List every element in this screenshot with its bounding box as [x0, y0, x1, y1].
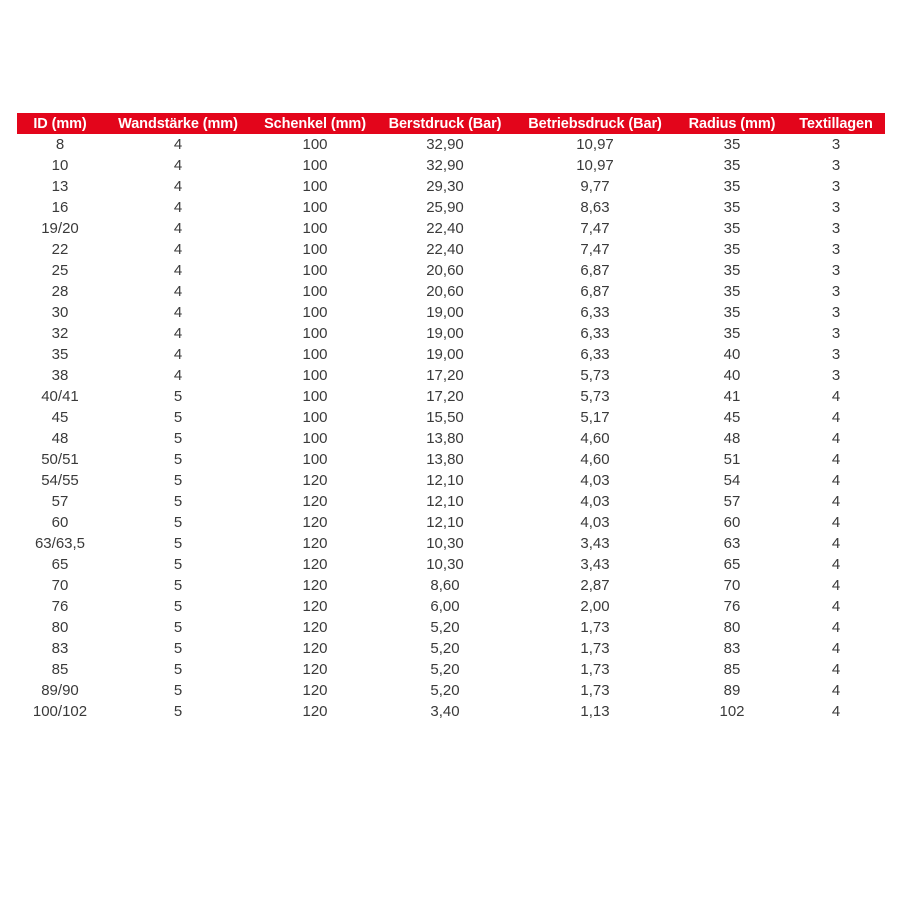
table-row [17, 449, 885, 470]
cell-textillagen: 4 [831, 577, 841, 594]
cell-textillagen: 4 [831, 514, 841, 531]
table-row [17, 386, 885, 407]
cell-textillagen: 3 [831, 157, 841, 174]
cell-id: 10 [51, 157, 69, 174]
cell-berstdruck: 10,30 [426, 556, 464, 573]
cell-radius: 35 [723, 199, 741, 216]
cell-betriebsdruck: 10,97 [576, 157, 614, 174]
cell-berstdruck: 12,10 [426, 472, 464, 489]
spec-table-container [17, 113, 885, 722]
cell-wandstaerke: 5 [173, 388, 183, 405]
cell-textillagen: 4 [831, 388, 841, 405]
cell-berstdruck: 19,00 [426, 304, 464, 321]
cell-radius: 35 [723, 178, 741, 195]
cell-textillagen: 4 [831, 535, 841, 552]
cell-radius: 89 [723, 682, 741, 699]
cell-id: 8 [55, 136, 65, 153]
header-textillagen: Textillagen [799, 115, 873, 132]
table-row [17, 302, 885, 323]
cell-betriebsdruck: 1,13 [580, 703, 610, 720]
cell-berstdruck: 12,10 [426, 493, 464, 510]
cell-berstdruck: 3,40 [430, 703, 460, 720]
cell-radius: 48 [723, 430, 741, 447]
table-row [17, 617, 885, 638]
cell-textillagen: 3 [831, 283, 841, 300]
cell-textillagen: 3 [831, 220, 841, 237]
cell-textillagen: 4 [831, 493, 841, 510]
cell-radius: 60 [723, 514, 741, 531]
cell-schenkel: 100 [302, 241, 328, 258]
cell-berstdruck: 20,60 [426, 262, 464, 279]
cell-id: 35 [51, 346, 69, 363]
cell-schenkel: 100 [302, 430, 328, 447]
cell-schenkel: 120 [302, 493, 328, 510]
cell-wandstaerke: 5 [173, 493, 183, 510]
cell-wandstaerke: 4 [173, 157, 183, 174]
cell-textillagen: 3 [831, 199, 841, 216]
cell-id: 38 [51, 367, 69, 384]
table-row [17, 134, 885, 155]
cell-textillagen: 4 [831, 556, 841, 573]
cell-betriebsdruck: 8,63 [580, 199, 610, 216]
cell-schenkel: 120 [302, 682, 328, 699]
cell-schenkel: 100 [302, 157, 328, 174]
cell-betriebsdruck: 4,03 [580, 514, 610, 531]
cell-betriebsdruck: 3,43 [580, 556, 610, 573]
cell-textillagen: 3 [831, 136, 841, 153]
table-row [17, 197, 885, 218]
cell-berstdruck: 19,00 [426, 325, 464, 342]
cell-wandstaerke: 4 [173, 178, 183, 195]
cell-schenkel: 100 [302, 367, 328, 384]
cell-id: 60 [51, 514, 69, 531]
cell-wandstaerke: 4 [173, 367, 183, 384]
cell-betriebsdruck: 7,47 [580, 241, 610, 258]
cell-schenkel: 100 [302, 283, 328, 300]
cell-berstdruck: 25,90 [426, 199, 464, 216]
cell-berstdruck: 22,40 [426, 241, 464, 258]
cell-radius: 80 [723, 619, 741, 636]
table-row [17, 155, 885, 176]
cell-berstdruck: 5,20 [430, 661, 460, 678]
cell-wandstaerke: 5 [173, 556, 183, 573]
table-row [17, 239, 885, 260]
cell-textillagen: 4 [831, 472, 841, 489]
cell-textillagen: 3 [831, 325, 841, 342]
cell-radius: 35 [723, 325, 741, 342]
cell-wandstaerke: 4 [173, 283, 183, 300]
cell-radius: 70 [723, 577, 741, 594]
table-row [17, 407, 885, 428]
cell-betriebsdruck: 4,03 [580, 493, 610, 510]
cell-radius: 35 [723, 283, 741, 300]
cell-textillagen: 3 [831, 178, 841, 195]
table-row [17, 554, 885, 575]
cell-wandstaerke: 4 [173, 325, 183, 342]
cell-betriebsdruck: 4,60 [580, 430, 610, 447]
cell-betriebsdruck: 9,77 [580, 178, 610, 195]
cell-betriebsdruck: 1,73 [580, 640, 610, 657]
cell-wandstaerke: 4 [173, 199, 183, 216]
cell-id: 83 [51, 640, 69, 657]
cell-schenkel: 100 [302, 304, 328, 321]
header-berstdruck: Berstdruck (Bar) [388, 115, 502, 132]
cell-betriebsdruck: 5,17 [580, 409, 610, 426]
cell-betriebsdruck: 3,43 [580, 535, 610, 552]
cell-wandstaerke: 5 [173, 661, 183, 678]
cell-id: 32 [51, 325, 69, 342]
table-row [17, 281, 885, 302]
cell-textillagen: 4 [831, 682, 841, 699]
cell-schenkel: 100 [302, 178, 328, 195]
cell-textillagen: 4 [831, 619, 841, 636]
cell-radius: 65 [723, 556, 741, 573]
table-header [17, 113, 885, 134]
cell-schenkel: 100 [302, 388, 328, 405]
cell-id: 76 [51, 598, 69, 615]
cell-radius: 35 [723, 304, 741, 321]
cell-radius: 35 [723, 157, 741, 174]
table-row [17, 638, 885, 659]
cell-schenkel: 120 [302, 514, 328, 531]
cell-schenkel: 120 [302, 535, 328, 552]
cell-textillagen: 3 [831, 346, 841, 363]
cell-wandstaerke: 5 [173, 640, 183, 657]
cell-schenkel: 100 [302, 346, 328, 363]
header-wandstaerke: Wandstärke (mm) [118, 115, 238, 132]
cell-betriebsdruck: 4,60 [580, 451, 610, 468]
cell-schenkel: 100 [302, 325, 328, 342]
cell-schenkel: 120 [302, 472, 328, 489]
cell-wandstaerke: 4 [173, 346, 183, 363]
cell-radius: 63 [723, 535, 741, 552]
cell-radius: 35 [723, 241, 741, 258]
cell-betriebsdruck: 5,73 [580, 388, 610, 405]
cell-id: 80 [51, 619, 69, 636]
cell-textillagen: 3 [831, 367, 841, 384]
cell-schenkel: 120 [302, 619, 328, 636]
cell-textillagen: 3 [831, 241, 841, 258]
table-row [17, 596, 885, 617]
table-row [17, 260, 885, 281]
cell-textillagen: 3 [831, 262, 841, 279]
cell-id: 85 [51, 661, 69, 678]
cell-id: 13 [51, 178, 69, 195]
table-row [17, 344, 885, 365]
cell-berstdruck: 6,00 [430, 598, 460, 615]
cell-radius: 40 [723, 346, 741, 363]
cell-wandstaerke: 5 [173, 619, 183, 636]
table-body [17, 134, 885, 722]
cell-berstdruck: 22,40 [426, 220, 464, 237]
header-betriebsdruck: Betriebsdruck (Bar) [528, 115, 662, 132]
cell-wandstaerke: 5 [173, 472, 183, 489]
cell-berstdruck: 13,80 [426, 430, 464, 447]
cell-radius: 41 [723, 388, 741, 405]
table-row [17, 218, 885, 239]
cell-schenkel: 100 [302, 451, 328, 468]
cell-berstdruck: 15,50 [426, 409, 464, 426]
table-row [17, 701, 885, 722]
cell-id: 28 [51, 283, 69, 300]
header-radius: Radius (mm) [688, 115, 776, 132]
cell-berstdruck: 17,20 [426, 367, 464, 384]
cell-schenkel: 120 [302, 661, 328, 678]
table-row [17, 491, 885, 512]
cell-wandstaerke: 5 [173, 514, 183, 531]
cell-betriebsdruck: 2,00 [580, 598, 610, 615]
cell-berstdruck: 32,90 [426, 157, 464, 174]
cell-id: 25 [51, 262, 69, 279]
cell-wandstaerke: 5 [173, 409, 183, 426]
cell-schenkel: 100 [302, 409, 328, 426]
cell-schenkel: 120 [302, 640, 328, 657]
cell-berstdruck: 29,30 [426, 178, 464, 195]
cell-id: 70 [51, 577, 69, 594]
cell-berstdruck: 8,60 [430, 577, 460, 594]
table-row [17, 533, 885, 554]
cell-radius: 51 [723, 451, 741, 468]
cell-berstdruck: 10,30 [426, 535, 464, 552]
cell-textillagen: 3 [831, 304, 841, 321]
cell-radius: 85 [723, 661, 741, 678]
cell-id: 63/63,5 [34, 535, 86, 552]
cell-betriebsdruck: 6,33 [580, 304, 610, 321]
cell-berstdruck: 5,20 [430, 682, 460, 699]
table-row [17, 575, 885, 596]
cell-betriebsdruck: 6,87 [580, 262, 610, 279]
spec-table [17, 113, 885, 722]
cell-id: 45 [51, 409, 69, 426]
cell-wandstaerke: 5 [173, 430, 183, 447]
cell-wandstaerke: 5 [173, 703, 183, 720]
cell-textillagen: 4 [831, 409, 841, 426]
cell-schenkel: 120 [302, 598, 328, 615]
cell-betriebsdruck: 4,03 [580, 472, 610, 489]
cell-wandstaerke: 5 [173, 535, 183, 552]
cell-schenkel: 120 [302, 577, 328, 594]
cell-betriebsdruck: 1,73 [580, 682, 610, 699]
cell-radius: 102 [719, 703, 745, 720]
cell-wandstaerke: 4 [173, 220, 183, 237]
cell-schenkel: 100 [302, 136, 328, 153]
cell-radius: 35 [723, 136, 741, 153]
cell-berstdruck: 5,20 [430, 640, 460, 657]
cell-schenkel: 100 [302, 262, 328, 279]
cell-textillagen: 4 [831, 430, 841, 447]
cell-betriebsdruck: 5,73 [580, 367, 610, 384]
table-row [17, 428, 885, 449]
cell-wandstaerke: 5 [173, 577, 183, 594]
cell-wandstaerke: 5 [173, 682, 183, 699]
cell-berstdruck: 32,90 [426, 136, 464, 153]
table-row [17, 659, 885, 680]
cell-radius: 57 [723, 493, 741, 510]
cell-wandstaerke: 4 [173, 304, 183, 321]
cell-wandstaerke: 4 [173, 262, 183, 279]
cell-betriebsdruck: 6,87 [580, 283, 610, 300]
cell-textillagen: 4 [831, 640, 841, 657]
cell-id: 19/20 [41, 220, 79, 237]
cell-betriebsdruck: 6,33 [580, 346, 610, 363]
cell-id: 50/51 [41, 451, 79, 468]
cell-id: 65 [51, 556, 69, 573]
cell-radius: 54 [723, 472, 741, 489]
cell-schenkel: 120 [302, 703, 328, 720]
table-row [17, 470, 885, 491]
cell-id: 16 [51, 199, 69, 216]
cell-id: 40/41 [41, 388, 79, 405]
cell-id: 30 [51, 304, 69, 321]
cell-berstdruck: 13,80 [426, 451, 464, 468]
cell-textillagen: 4 [831, 703, 841, 720]
cell-schenkel: 100 [302, 220, 328, 237]
cell-berstdruck: 19,00 [426, 346, 464, 363]
cell-radius: 83 [723, 640, 741, 657]
cell-radius: 40 [723, 367, 741, 384]
header-id: ID (mm) [33, 115, 87, 132]
cell-betriebsdruck: 2,87 [580, 577, 610, 594]
cell-schenkel: 120 [302, 556, 328, 573]
table-row [17, 176, 885, 197]
cell-berstdruck: 5,20 [430, 619, 460, 636]
cell-wandstaerke: 4 [173, 241, 183, 258]
cell-wandstaerke: 5 [173, 451, 183, 468]
cell-id: 100/102 [32, 703, 88, 720]
cell-betriebsdruck: 6,33 [580, 325, 610, 342]
cell-radius: 35 [723, 262, 741, 279]
cell-berstdruck: 20,60 [426, 283, 464, 300]
header-schenkel: Schenkel (mm) [264, 115, 366, 132]
cell-wandstaerke: 4 [173, 136, 183, 153]
cell-id: 89/90 [41, 682, 79, 699]
cell-id: 54/55 [41, 472, 79, 489]
cell-betriebsdruck: 1,73 [580, 619, 610, 636]
cell-schenkel: 100 [302, 199, 328, 216]
header-row [17, 113, 885, 134]
cell-textillagen: 4 [831, 598, 841, 615]
cell-radius: 35 [723, 220, 741, 237]
cell-textillagen: 4 [831, 451, 841, 468]
table-row [17, 680, 885, 701]
table-row [17, 323, 885, 344]
cell-id: 57 [51, 493, 69, 510]
cell-wandstaerke: 5 [173, 598, 183, 615]
cell-betriebsdruck: 10,97 [576, 136, 614, 153]
cell-berstdruck: 12,10 [426, 514, 464, 531]
table-row [17, 365, 885, 386]
cell-betriebsdruck: 7,47 [580, 220, 610, 237]
cell-betriebsdruck: 1,73 [580, 661, 610, 678]
cell-radius: 76 [723, 598, 741, 615]
table-row [17, 512, 885, 533]
cell-textillagen: 4 [831, 661, 841, 678]
cell-radius: 45 [723, 409, 741, 426]
cell-berstdruck: 17,20 [426, 388, 464, 405]
cell-id: 48 [51, 430, 69, 447]
cell-id: 22 [51, 241, 69, 258]
